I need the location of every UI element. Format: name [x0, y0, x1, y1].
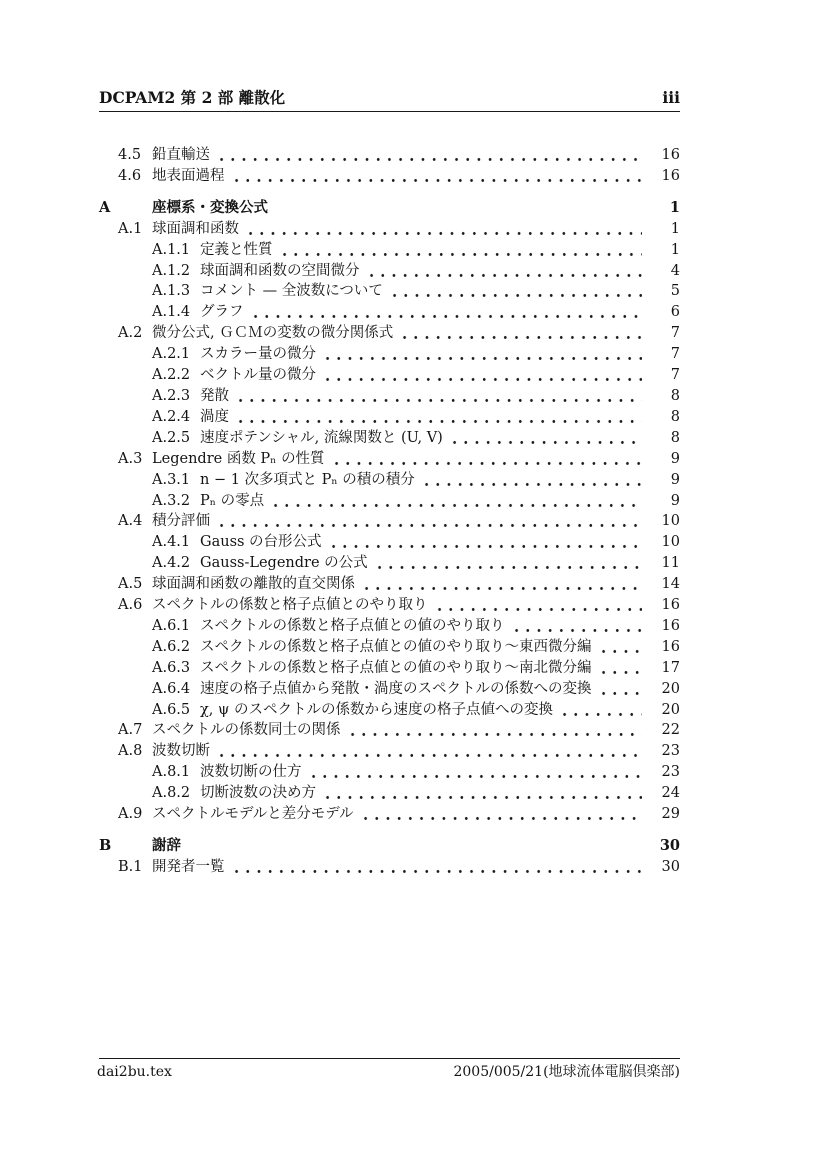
toc-entry-title: 謝辞 — [152, 837, 181, 854]
toc-entry-title: スカラー量の微分 — [200, 346, 316, 363]
toc-entry-title: 球面調和函数 — [152, 220, 239, 237]
toc-entry[interactable] — [99, 511, 680, 532]
toc-entry[interactable] — [99, 658, 680, 679]
toc-entry-title: スペクトルの係数と格子点値との値のやり取り～南北微分編 — [200, 659, 592, 676]
dot-leader — [396, 323, 642, 344]
dot-leader — [319, 344, 642, 365]
toc-entry[interactable] — [99, 240, 680, 261]
toc-entry-title: Gauss の台形公式 — [200, 534, 322, 551]
toc-entry-number: A.4.1 — [152, 534, 191, 551]
toc-entry-title: コメント — 全波数について — [200, 283, 383, 300]
toc-entry[interactable] — [99, 720, 680, 741]
header-title: DCPAM2 第 2 部 離散化 — [99, 88, 286, 107]
dot-leader — [595, 679, 643, 700]
toc-entry-title: Pₙ の零点 — [200, 492, 265, 509]
page-header — [99, 89, 680, 107]
toc-entry-page: 7 — [670, 325, 680, 342]
dot-leader — [357, 804, 642, 825]
toc-entry-number: A.7 — [118, 722, 143, 739]
dot-leader — [556, 700, 642, 721]
dot-leader — [271, 198, 642, 219]
toc-entry[interactable] — [99, 344, 680, 365]
toc-entry-number: A.1.2 — [152, 262, 191, 279]
toc-entry[interactable] — [99, 679, 680, 700]
toc-entry-number: A.5 — [118, 576, 143, 593]
toc-entry-page: 5 — [670, 283, 680, 300]
toc-entry-number: A.3.2 — [152, 492, 191, 509]
toc-entry-title: 渦度 — [200, 408, 229, 425]
toc-entry-number: B.1 — [118, 858, 143, 875]
toc-entry-page: 7 — [670, 367, 680, 384]
toc-entry-number: A.2.2 — [152, 367, 191, 384]
toc-entry-number: A.8.2 — [152, 785, 191, 802]
toc-entry-title: スペクトルの係数と格子点値との値のやり取り — [200, 617, 505, 634]
toc-entry-number: A.6.2 — [152, 638, 191, 655]
toc-entry-title: 座標系・変換公式 — [152, 198, 268, 216]
toc-entry-number: A.4 — [118, 513, 143, 530]
toc-entry-title: 積分評価 — [152, 513, 210, 530]
toc-list — [99, 145, 680, 878]
toc-entry-title: 鉛直輸送 — [152, 147, 210, 163]
toc-entry-title: ベクトル量の微分 — [200, 367, 316, 384]
toc-entry[interactable] — [99, 574, 680, 595]
toc-entry-page: 6 — [670, 304, 680, 321]
toc-entry-number: B — [99, 837, 112, 854]
toc-entry-page: 11 — [661, 555, 680, 572]
toc-entry[interactable] — [99, 741, 680, 762]
toc-entry[interactable] — [99, 470, 680, 491]
dot-leader — [213, 741, 642, 762]
toc-entry[interactable] — [99, 449, 680, 470]
toc-entry[interactable] — [99, 804, 680, 825]
toc-entry-page: 23 — [661, 764, 680, 781]
dot-leader — [305, 762, 643, 783]
toc-entry-number: A.9 — [118, 806, 143, 823]
toc-entry-title: 球面調和函数の離散的直交関係 — [152, 576, 355, 593]
toc-entry-title: Gauss-Legendre の公式 — [200, 555, 368, 572]
toc-entry-number: A.6.1 — [152, 617, 191, 634]
dot-leader — [267, 491, 642, 512]
toc-entry[interactable] — [99, 532, 680, 553]
toc-entry-title: 地表面過程 — [152, 167, 225, 184]
toc-entry-number: A.8.1 — [152, 764, 191, 781]
toc-entry-title: 微分公式, ＧＣＭの変数の微分関係式 — [152, 325, 394, 342]
toc-entry-number: A — [99, 198, 111, 216]
toc-entry-title: 速度ポテンシャル, 流線関数と (U, V) — [200, 429, 443, 446]
dot-leader — [228, 166, 643, 187]
toc-entry[interactable] — [99, 281, 680, 302]
toc-entry[interactable] — [99, 386, 680, 407]
toc-entry-number: A.3 — [118, 450, 143, 467]
toc-entry-page: 22 — [661, 722, 680, 739]
toc-entry-page: 24 — [661, 785, 680, 802]
toc-entry-number: A.6.4 — [152, 680, 191, 697]
dot-leader — [213, 511, 642, 532]
toc-entry[interactable] — [99, 428, 680, 449]
toc-entry-number: A.6.5 — [152, 701, 191, 718]
dot-leader — [319, 783, 642, 804]
page-footer — [97, 1063, 680, 1081]
toc-entry-page: 30 — [661, 858, 680, 875]
toc-entry[interactable] — [99, 857, 680, 878]
dot-leader — [344, 720, 643, 741]
dot-leader — [247, 302, 643, 323]
footer-filename: dai2bu.tex — [97, 1064, 172, 1080]
toc-entry-title: Legendre 函数 Pₙ の性質 — [152, 450, 325, 467]
dot-leader — [418, 470, 642, 491]
toc-entry-page: 7 — [670, 346, 680, 363]
toc-entry[interactable] — [99, 595, 680, 616]
toc-entry-page: 16 — [661, 167, 680, 184]
toc-entry-title: 速度の格子点値から発散・渦度のスペクトルの係数への変換 — [200, 680, 592, 697]
toc-entry[interactable] — [99, 198, 680, 219]
toc-entry-page: 16 — [661, 147, 680, 163]
toc-entry-page: 9 — [670, 492, 680, 509]
toc-entry-number: A.2.4 — [152, 408, 191, 425]
dot-leader — [242, 219, 642, 240]
toc-entry-title: 発散 — [200, 387, 229, 404]
toc-entry-title: スペクトルの係数と格子点値とのやり取り — [152, 597, 428, 614]
toc-entry-number: A.2.3 — [152, 387, 191, 404]
dot-leader — [276, 240, 643, 261]
toc-entry-title: n − 1 次多項式と Pₙ の積の積分 — [200, 471, 415, 488]
toc-entry-page: 16 — [661, 617, 680, 634]
toc-entry-page: 9 — [670, 471, 680, 488]
toc-entry-page: 16 — [661, 597, 680, 614]
toc-entry[interactable] — [99, 700, 680, 721]
toc-entry-page: 14 — [661, 576, 680, 593]
toc-entry-number: A.1.1 — [152, 241, 191, 258]
toc-entry[interactable] — [99, 145, 680, 166]
dot-leader — [386, 281, 642, 302]
toc-entry-title: 定義と性質 — [200, 241, 273, 258]
dot-leader — [595, 658, 643, 679]
dot-leader — [325, 532, 642, 553]
dot-leader — [213, 145, 642, 166]
dot-leader — [508, 616, 643, 637]
toc-entry-number: A.6.3 — [152, 659, 191, 676]
toc-entry-title: χ, ψ のスペクトルの係数から速度の格子点値への変換 — [200, 701, 553, 718]
toc-entry[interactable] — [99, 553, 680, 574]
toc-entry-page: 17 — [661, 659, 680, 676]
dot-leader — [446, 428, 642, 449]
toc-entry-page: 1 — [669, 198, 680, 216]
toc-entry-number: A.6 — [118, 597, 143, 614]
toc-entry-number: A.4.2 — [152, 555, 191, 572]
toc-entry-title: 球面調和函数の空間微分 — [200, 262, 360, 279]
footer-rule — [99, 1058, 680, 1059]
toc-entry[interactable] — [99, 491, 680, 512]
toc-entry-page: 10 — [661, 513, 680, 530]
toc-entry[interactable] — [99, 836, 680, 857]
toc-entry-title: 開発者一覧 — [152, 858, 225, 875]
toc-entry-page: 30 — [659, 837, 680, 854]
toc-entry[interactable] — [99, 323, 680, 344]
dot-leader — [431, 595, 643, 616]
toc-entry-title: グラフ — [200, 304, 244, 321]
dot-leader — [184, 836, 642, 857]
toc-entry[interactable] — [99, 637, 680, 658]
toc-entry-number: A.2.1 — [152, 346, 191, 363]
dot-leader — [232, 386, 642, 407]
toc-entry-number: A.8 — [118, 743, 143, 760]
toc-entry[interactable] — [99, 302, 680, 323]
toc-entry-number: A.1 — [118, 220, 143, 237]
toc-entry-number: 4.5 — [118, 147, 142, 163]
toc-entry-title: 切断波数の決め方 — [200, 785, 316, 802]
dot-leader — [358, 574, 642, 595]
toc-entry-number: A.2.5 — [152, 429, 191, 446]
dot-leader — [319, 365, 642, 386]
toc-entry-page: 10 — [661, 534, 680, 551]
toc-entry-number: A.1.4 — [152, 304, 191, 321]
footer-date-credit: 2005/005/21(地球流体電脳倶楽部) — [453, 1064, 680, 1080]
toc-entry-page: 8 — [670, 387, 680, 404]
dot-leader — [328, 449, 642, 470]
toc-entry-page: 20 — [661, 701, 680, 718]
toc-entry-number: A.3.1 — [152, 471, 191, 488]
toc-entry-number: A.1.3 — [152, 283, 191, 300]
header-page-number: iii — [662, 88, 680, 107]
toc-entry[interactable] — [99, 407, 680, 428]
toc-entry[interactable] — [99, 365, 680, 386]
toc-entry-number: 4.6 — [118, 167, 142, 184]
toc-entry-page: 16 — [661, 638, 680, 655]
dot-leader — [363, 261, 643, 282]
dot-leader — [232, 407, 642, 428]
toc-entry-page: 8 — [670, 429, 680, 446]
toc-entry-title: 波数切断 — [152, 743, 210, 760]
toc-entry[interactable] — [99, 616, 680, 637]
toc-entry-title: 波数切断の仕方 — [200, 764, 302, 781]
toc-entry-page: 29 — [661, 806, 680, 823]
toc-entry-page: 4 — [670, 262, 680, 279]
toc-entry[interactable] — [99, 783, 680, 804]
header-rule — [99, 111, 680, 112]
toc-entry-title: スペクトルの係数同士の関係 — [152, 722, 341, 739]
toc-entry[interactable] — [99, 166, 680, 187]
toc-entry-title: スペクトルの係数と格子点値との値のやり取り～東西微分編 — [200, 638, 592, 655]
dot-leader — [371, 553, 642, 574]
toc-entry-page: 1 — [670, 220, 680, 237]
toc-entry[interactable] — [99, 219, 680, 240]
toc-entry[interactable] — [99, 261, 680, 282]
toc-entry-page: 23 — [661, 743, 680, 760]
dot-leader — [228, 857, 643, 878]
toc-entry-title: スペクトルモデルと差分モデル — [152, 806, 354, 823]
toc-entry-page: 8 — [670, 408, 680, 425]
toc-entry-page: 20 — [661, 680, 680, 697]
toc-entry[interactable] — [99, 762, 680, 783]
toc-entry-page: 1 — [670, 241, 680, 258]
toc-entry-number: A.2 — [118, 325, 143, 342]
dot-leader — [595, 637, 643, 658]
toc-entry-page: 9 — [670, 450, 680, 467]
